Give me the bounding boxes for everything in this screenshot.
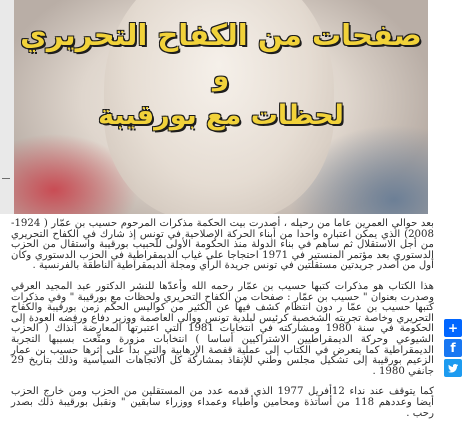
article-paragraph-1: بعد حوالي العمرين عاما من رحيله ، أصدرت بيت الحكمة مذكرات المرحوم حسيب بن عمّار ( 1924-2008) الذي يمكن اعتباره واحدا من أبناء الحركة الإصلاحية في تونس إذ شارك في الكفاح التحريري من أجل الاستقلال ثم ساهم في بناء الدولة منذ الحكومة الأولى للحبيب بورقيبة واستقال من الحزب الدستوري بعد مؤتمر المنستير في 1971 احتجاجا على غياب الديمقراطية في الحزب الدستوري وكان أول من أصدر جريدتين مستقلتين في تونس جريدة الرأي ومجلة الديمقراطية الناطقة بالفرنسية . [11,218,434,272]
facebook-icon: f [450,341,456,355]
hero-title-line-1: صفحات من الكفاح التحريري [20,18,422,52]
share-twitter-button[interactable] [444,359,462,377]
article-paragraph-2: هذا الكتاب هو مذكرات كتبها حسيب بن عمّار رحمه الله وأعدّها للنشر الدكتور عبد المجيد العرقي وصدرت بعنوان " حسيب بن عمّار : صفحات من الكفاح التحريري ولحظات مع بورقيبة " وفي مذكرات كتبها حسيب بن عمّا ر دون انتظام كشف فيها عن الكثير من كواليس الحكم زمن بورقيبة والكفاح التحريري وخاصة تجربته الشخصية كرئيس لبلدية تونس ووالي العاصمة ووزير دفاع ورفضه العودة إلى الحكومة في سنة 1980 ومشاركته في انتخابات 1981 التي اعتبرتها المعارضة آنذاك ( الحزب الشيوعي وحركة الديمقراطيين الاشتراكيين أساسا ) انتخابات مزورة ومتّعت بسببها التجربة الديمقراطية كما يتعرض في الكتاب إلى عملية قفصة الإرهابية والتي بدا على إثرها حسيب بن عمار الزعيم بورقيبة إلى تشكيل مجلس وطني للإنقاذ بمشاركة كل الاتجاهات السياسية وذلك بتاريخ 29 جانفي 1980 . [11,280,435,377]
article-paragraph-3: كما يتوقف عند نداء 12أفريل 1977 الذي قدمه عدد من المستقلين من الحزب ومن خارج الحزب أيضا وعددهم 118 من أساتذة ومحامين وأطباء وعمداء ووزراء سابقين " ونقبل بورقيبة ذلك بصدر رحب . [11,386,434,419]
share-add-button[interactable] [444,319,462,337]
hero-image [14,0,428,214]
share-facebook-button[interactable] [444,339,462,357]
left-margin-strip [0,0,14,214]
share-toolbar [444,319,462,377]
plus-icon: + [447,321,459,335]
article-body [11,219,434,429]
twitter-icon [447,362,459,374]
hero-title-line-3: لحظات مع بورقيبة [98,100,344,131]
margin-rule [2,178,10,179]
hero-title-line-2: و [212,62,230,92]
